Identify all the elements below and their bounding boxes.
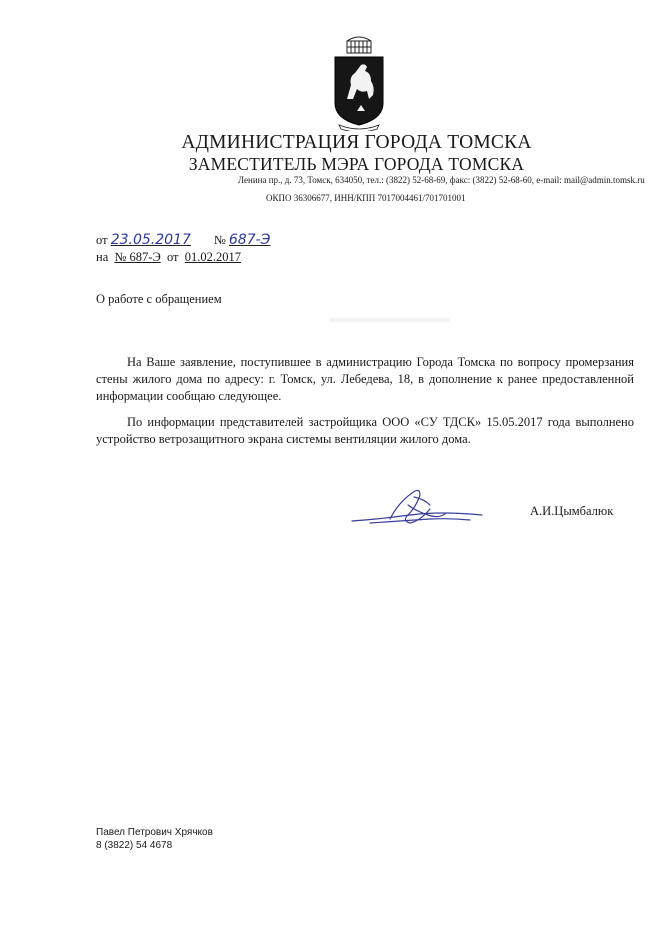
executor-phone: 8 (3822) 54 4678 <box>96 840 173 851</box>
tomsk-coat-of-arms-icon <box>331 33 387 131</box>
department-title: ЗАМЕСТИТЕЛЬ МЭРА ГОРОДА ТОМСКА <box>188 154 525 174</box>
subject-line: О работе с обращением <box>96 292 222 306</box>
handwritten-signature <box>350 485 485 530</box>
outgoing-number: 687-Э <box>228 232 271 248</box>
outgoing-date: 23.05.2017 <box>110 232 191 248</box>
incoming-from-label: от <box>166 250 179 264</box>
incoming-number: № 687-Э <box>114 250 161 264</box>
number-label: № <box>213 233 226 247</box>
to-label: на <box>96 250 109 264</box>
outgoing-reference <box>96 232 293 248</box>
body-paragraph-1: На Ваше заявление, поступившее в администрацию Города Томска по вопросу промерзания стены жилого дома по адресу: г. Томск, ул. Лебедева, 18, в дополнение к ранее предоставленной информации сообщаю следующее. <box>96 355 634 403</box>
registration-codes: ОКПО 36306677, ИНН/КПП 7017004461/701701001 <box>266 193 466 203</box>
executor-name: Павел Петрович Хрячков <box>96 827 213 838</box>
body-paragraph-2: По информации представителей застройщика ООО «СУ ТДСК» 15.05.2017 года выполнено устройство ветрозащитного экрана системы вентиляции жилого дома. <box>96 415 634 446</box>
faint-mark <box>330 318 450 322</box>
address-line: Ленина пр., д. 73, Томск, 634050, тел.: (3822) 52-68-69, факс: (3822) 52-68-60, e-mail: mail@admin.tomsk.ru <box>238 175 645 185</box>
organization-title: АДМИНИСТРАЦИЯ ГОРОДА ТОМСКА <box>181 132 532 153</box>
executor-block <box>96 826 213 852</box>
incoming-reference <box>96 250 241 265</box>
signatory-name: А.И.Цымбалюк <box>530 504 614 518</box>
incoming-date: 01.02.2017 <box>184 250 242 264</box>
from-label: от <box>96 233 108 247</box>
